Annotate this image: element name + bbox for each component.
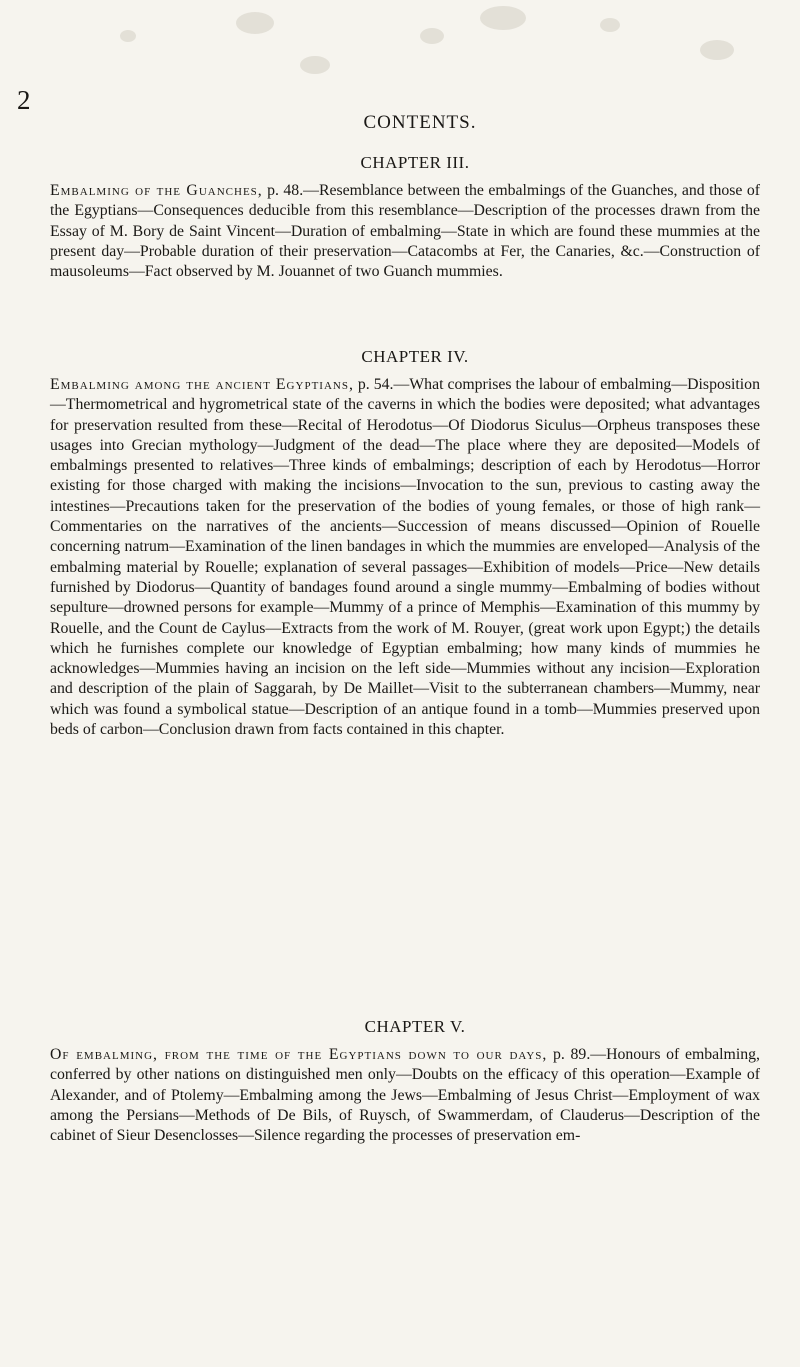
foxing-speck [480, 6, 526, 30]
chapter-heading: CHAPTER IV. [361, 347, 469, 366]
foxing-speck [300, 56, 330, 74]
chapter-summary [50, 1045, 760, 1146]
running-head: CONTENTS. [363, 112, 477, 133]
chapter-body: p. 48.—Resemblance between the embalmings of the Guanches, and those of the Egyptians—Consequences deducible from this resemblance—Description of the processes drawn from the Essay of M. Bory de Saint Vincent—Duration of embalming—State in which are found these mummies at the present day—Probable duration of their preservation—Catacombs at Fer, the Canaries, &c.—Construction of mausoleums—Fact observed by M. Jouannet of two Guanch mummies. [50, 182, 760, 281]
chapter-title: Embalming of the Guanches, [50, 182, 263, 199]
chapter-summary [50, 375, 760, 740]
chapter-body: p. 54.—What comprises the labour of embalming—Disposition—Thermometrical and hygrometrical state of the caverns in which the bodies were deposited; what advantages for preservation resulted from these—Recital of Herodotus—Of Diodorus Siculus—Orpheus transposes these usages into Grecian mythology—Judgment of the dead—The place where they are deposited—Models of embalmings presented to relatives—Three kinds of embalmings; description of each by Herodotus—Horror existing for those charged with making the incisions—Invocation to the sun, previous to casting away the intestines—Precautions taken for the preservation of the bodies of young females, or those of high rank—Commentaries on the narratives of the ancients—Succession of means discussed—Opinion of Rouelle concerning natrum—Examination of the linen bandages in which the mummies are enveloped—Analysis of the embalming material by Rouelle; explanation of several passages—Exhibition of models—Price—New details furnished by Diodorus—Quantity of bandages found around a single mummy—Embalming of bodies without sepulture—drowned persons for example—Mummy of a prince of Memphis—Examination of this mummy by Rouelle, and the Count de Caylus—Extracts from the work of M. Rouyer, (great work upon Egypt;) the details which he furnishes complete our knowledge of Egyptian embalming; how many kinds of mummies he acknowledges—Mummies having an incision on the left side—Mummies without any incision—Exploration and description of the plain of Saggarah, by De Maillet—Visit to the subterranean chambers—Mummy, near which was found a symbolical statue—Description of an antique found in a tomb—Mummies preserved upon beds of carbon—Conclusion drawn from facts contained in this chapter. [50, 376, 760, 739]
foxing-speck [236, 12, 274, 34]
chapter-4-entry [50, 347, 760, 740]
chapter-5-entry [50, 1017, 760, 1146]
chapter-summary [50, 181, 760, 282]
foxing-speck [700, 40, 734, 60]
foxing-speck [120, 30, 136, 42]
chapter-title: Of embalming, from the time of the Egyptians down to our days, [50, 1046, 548, 1063]
foxing-speck [600, 18, 620, 32]
chapter-3-entry [50, 153, 760, 282]
chapter-heading: CHAPTER V. [364, 1017, 466, 1036]
chapter-title: Embalming among the ancient Egyptians, [50, 376, 354, 393]
foxing-speck [420, 28, 444, 44]
chapter-heading: CHAPTER III. [360, 153, 470, 172]
chapter-body: p. 89.—Honours of embalming, conferred by other nations on distinguished men only—Doubts on the efficacy of this operation—Example of Alexander, and of Ptolemy—Embalming among the Jews—Embalming of Jesus Christ—Employment of wax among the Persians—Methods of De Bils, of Ruysch, of Swammerdam, of Clauderus—Description of the cabinet of Sieur Desenclosses—Silence regarding the processes of preservation em- [50, 1046, 760, 1145]
page-number: 2 [17, 85, 31, 115]
